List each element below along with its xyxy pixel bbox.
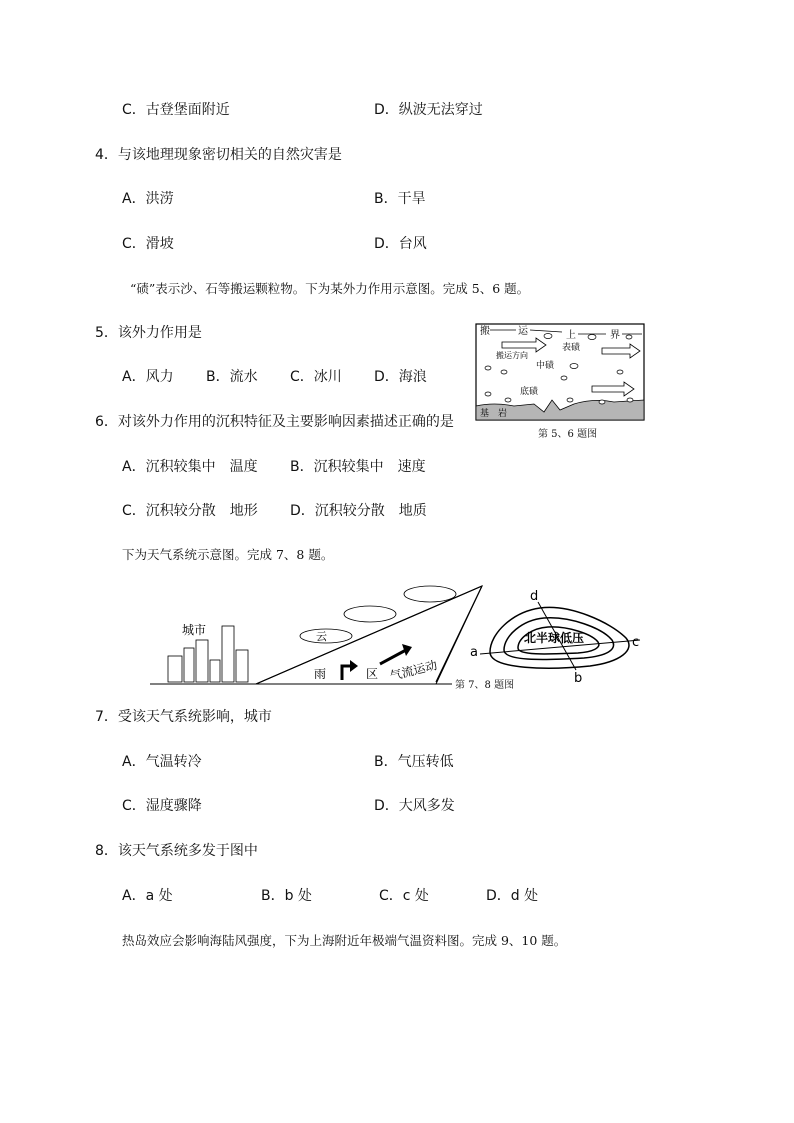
fig56-middle: 中碛 [536, 361, 555, 371]
fig78-c: c [632, 635, 640, 650]
fig78-a: a [470, 645, 478, 660]
q7-option-c: C．湿度骤降 [122, 798, 202, 814]
q8-option-b: B．b 处 [261, 888, 312, 904]
intro-5-6: “碛”表示沙、石等搬运颗粒物。下为某外力作用示意图。完成 5、6 题。 [130, 281, 530, 296]
intro-7-8: 下为天气系统示意图。完成 7、8 题。 [122, 547, 334, 562]
q4-option-c: C．滑坡 [122, 236, 174, 252]
q3-option-c: C．古登堡面附近 [122, 102, 230, 118]
q4-stem: 4．与该地理现象密切相关的自然灾害是 [95, 147, 342, 163]
q5-option-b: B．流水 [206, 369, 258, 385]
figure-5-6 [474, 320, 654, 440]
q5-option-d: D．海浪 [374, 369, 427, 385]
q7-option-d: D．大风多发 [374, 798, 455, 814]
fig56-direction: 搬运方向 [496, 351, 528, 360]
q7-option-a: A．气温转冷 [122, 754, 202, 770]
figure-7-8 [140, 578, 660, 690]
fig56-rock: 基 岩 [480, 409, 508, 419]
q8-option-d: D．d 处 [486, 888, 539, 904]
fig56-surface: 表碛 [562, 343, 581, 353]
fig78-city: 城市 [182, 623, 207, 637]
intro-9-10: 热岛效应会影响海陆风强度，下为上海附近年极端气温资料图。完成 9、10 题。 [122, 933, 567, 948]
q8-stem: 8．该天气系统多发于图中 [95, 843, 258, 859]
q5-option-c: C．冰川 [290, 369, 342, 385]
q5-stem: 5．该外力作用是 [95, 325, 202, 341]
q4-option-d: D．台风 [374, 236, 427, 252]
fig78-rain: 雨 [314, 667, 327, 681]
q6-stem: 6．对该外力作用的沉积特征及主要影响因素描述正确的是 [95, 414, 454, 430]
q4-option-a: A．洪涝 [122, 191, 174, 207]
fig78-low: 北半球低压 [524, 631, 585, 645]
fig56-caption: 第 5、6 题图 [538, 429, 598, 440]
q6-option-c: C．沉积较分散 地形 [122, 503, 258, 519]
q5-option-a: A．风力 [122, 369, 174, 385]
q6-option-a: A．沉积较集中 温度 [122, 459, 258, 475]
fig78-airflow: 气流运动 [388, 658, 439, 684]
fig56-bottom: 底碛 [520, 387, 539, 397]
q6-option-b: B．沉积较集中 速度 [290, 459, 426, 475]
fig56-yun: 运 [518, 326, 528, 337]
q6-option-d: D．沉积较分散 地质 [290, 503, 427, 519]
q3-option-d: D．纵波无法穿过 [374, 102, 483, 118]
fig78-cloud: 云 [316, 630, 327, 643]
fig78-caption: 第 7、8 题图 [455, 680, 515, 691]
fig78-region: 区 [366, 667, 379, 681]
fig56-shang: 上 [566, 330, 576, 341]
fig56-jie: 界 [610, 330, 620, 341]
q8-option-a: A．a 处 [122, 888, 173, 904]
q8-option-c: C．c 处 [379, 888, 429, 904]
q7-stem: 7．受该天气系统影响，城市 [95, 709, 272, 725]
q4-option-b: B．干旱 [374, 191, 426, 207]
fig78-d: d [530, 589, 539, 604]
fig78-b: b [574, 671, 583, 686]
fig56-ban: 搬 [480, 326, 490, 337]
q7-option-b: B．气压转低 [374, 754, 454, 770]
